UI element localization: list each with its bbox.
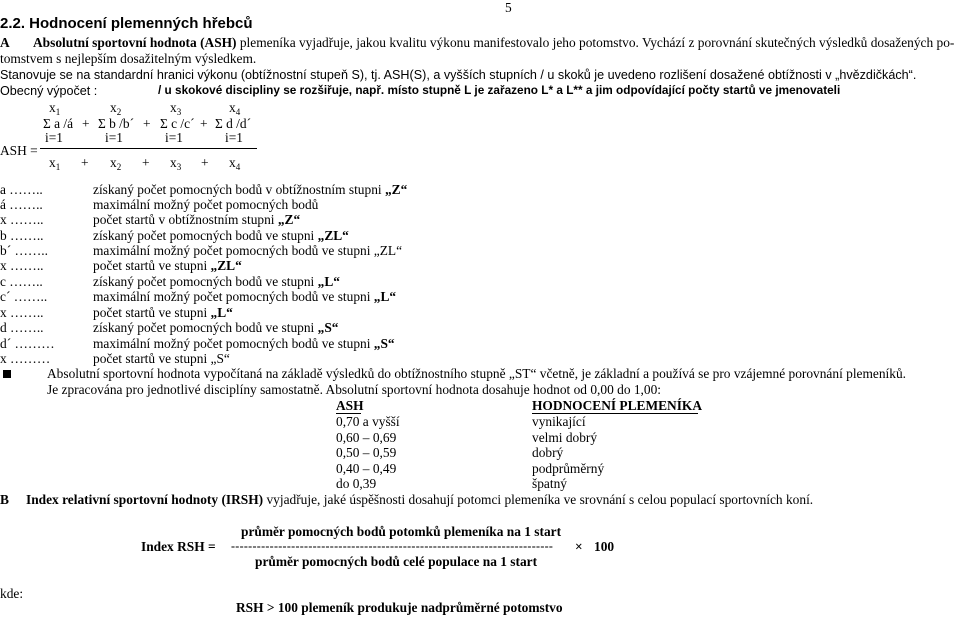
fraction-line bbox=[40, 148, 257, 149]
legend-item: x …….. počet startů ve stupni „ZL“ bbox=[0, 258, 242, 273]
calc-note: / u skokové discipliny se rozšiřuje, např. místo stupně L je zařazeno L* a L** a jim odpovídající počty startů ve jmenovateli bbox=[158, 83, 841, 97]
legend-item: b´ …….. maximální možný počet pomocných bodů ve stupni „ZL“ bbox=[0, 243, 403, 258]
x1-top: $x_1$ bbox=[49, 100, 61, 117]
plus-2: + bbox=[143, 116, 151, 131]
x1-bottom: $x_1$ bbox=[49, 155, 61, 172]
index-multiplier: 100 bbox=[594, 539, 615, 554]
table-cell: vynikající bbox=[532, 414, 586, 429]
sum-b: Σ b /b´ bbox=[98, 116, 135, 131]
section-heading: 2.2. Hodnocení plemenných hřebců bbox=[0, 15, 253, 32]
section-a-letter: A bbox=[0, 35, 10, 50]
note-line-2: Je zpracována pro jednotlivé disciplíny samostatně. Absolutní sportovní hodnota dosahuje hodnot od 0,00 do 1,00: bbox=[47, 382, 662, 397]
section-a-line1 bbox=[33, 36, 954, 49]
table-header-ash: ASH bbox=[336, 398, 364, 413]
table-cell: velmi dobrý bbox=[532, 430, 598, 445]
conclusion: RSH > 100 plemeník produkuje nadprůměrné potomstvo bbox=[236, 600, 563, 615]
sum-d: Σ d /d´ bbox=[215, 116, 252, 131]
table-cell: dobrý bbox=[532, 445, 564, 460]
section-b-line bbox=[26, 493, 813, 506]
times-sign: × bbox=[575, 539, 583, 554]
legend-item: a …….. získaný počet pomocných bodů v obtížnostním stupni „Z“ bbox=[0, 182, 408, 197]
sum-a: Σ a /á bbox=[43, 116, 74, 131]
section-a-line2: tomstvem s nejlepším dosažitelným výsledkem. bbox=[0, 51, 257, 66]
bullet-icon bbox=[3, 370, 11, 378]
x4-bottom: $x_4$ bbox=[229, 155, 241, 172]
x3-top: $x_3$ bbox=[170, 100, 182, 117]
x2-bottom: $x_2$ bbox=[110, 155, 122, 172]
table-cell: 0,50 – 0,59 bbox=[336, 445, 397, 460]
table-cell: 0,60 – 0,69 bbox=[336, 430, 397, 445]
section-b-rest: vyjadřuje, jaké úspěšnosti dosahují potomci plemeníka ve srovnání s celou populací sportovních koní. bbox=[263, 492, 814, 507]
section-b-title: Index relativní sportovní hodnoty (IRSH) bbox=[26, 492, 264, 507]
x2-top: $x_2$ bbox=[110, 100, 122, 117]
plus-b3: + bbox=[201, 155, 209, 170]
legend-item: d …….. získaný počet pomocných bodů ve stupni „S“ bbox=[0, 320, 339, 335]
section-a-line1-rest: plemeníka vyjadřuje, jakou kvalitu výkonu manifestovalo jeho potomstvo. Vychází z porovnání skutečných výsledků dosažených po- bbox=[236, 35, 955, 50]
index-numerator: průměr pomocných bodů potomků plemeníka na 1 start bbox=[241, 524, 562, 539]
index-denominator: průměr pomocných bodů celé populace na 1 start bbox=[255, 554, 538, 569]
table-cell: podprůměrný bbox=[532, 461, 605, 476]
plus-3: + bbox=[200, 116, 208, 131]
index-label: Index RSH = bbox=[141, 539, 216, 554]
legend-item: x …….. počet startů v obtížnostním stupni „Z“ bbox=[0, 212, 301, 227]
plus-b2: + bbox=[142, 155, 150, 170]
page-number: 5 bbox=[505, 0, 512, 15]
note-line-1: Absolutní sportovní hodnota vypočítaná na základě výsledků do obtížnostního stupně „ST“ včetně, je základní a používá se pro vzájemné porovnání plemeníků. bbox=[47, 366, 907, 381]
kde-label: kde: bbox=[0, 586, 24, 601]
table-cell: do 0,39 bbox=[336, 476, 377, 491]
legend-item: x ……… počet startů ve stupni „S“ bbox=[0, 351, 230, 366]
section-b-letter: B bbox=[0, 492, 9, 507]
x4-top: $x_4$ bbox=[229, 100, 241, 117]
table-cell: 0,70 a vyšší bbox=[336, 414, 400, 429]
legend-item: c …….. získaný počet pomocných bodů ve stupni „L“ bbox=[0, 274, 340, 289]
section-a-line3: Stanovuje se na standardní hranici výkonu (obtížnostní stupeň S), tj. ASH(S), a vyšších stupních / u skoků je uvedeno rozlišení dosažené obtížnosti v „hvězdičkách“. bbox=[0, 68, 917, 82]
legend-item: b …….. získaný počet pomocných bodů ve stupni „ZL“ bbox=[0, 228, 349, 243]
index-2: i=1 bbox=[105, 130, 123, 145]
calc-label: Obecný výpočet : bbox=[0, 84, 98, 98]
sum-c: Σ c /c´ bbox=[160, 116, 195, 131]
table-cell: špatný bbox=[532, 476, 567, 491]
index-1: i=1 bbox=[45, 130, 63, 145]
legend-item: á …….. maximální možný počet pomocných bodů bbox=[0, 197, 319, 212]
legend-item: c´ …….. maximální možný počet pomocných bodů ve stupni „L“ bbox=[0, 289, 397, 304]
table-header-rating: HODNOCENÍ PLEMENÍKA bbox=[532, 398, 702, 413]
table-cell: 0,40 – 0,49 bbox=[336, 461, 397, 476]
legend-item: d´ ……… maximální možný počet pomocných bodů ve stupni „S“ bbox=[0, 336, 395, 351]
index-4: i=1 bbox=[225, 130, 243, 145]
index-3: i=1 bbox=[165, 130, 183, 145]
legend-item: x …….. počet startů ve stupni „L“ bbox=[0, 305, 233, 320]
index-dashes: --------------------------------------------------------------------------- bbox=[231, 539, 554, 553]
plus-1: + bbox=[82, 116, 90, 131]
ash-lhs: ASH = bbox=[0, 143, 38, 158]
x3-bottom: $x_3$ bbox=[170, 155, 182, 172]
plus-b1: + bbox=[81, 155, 89, 170]
section-a-title: Absolutní sportovní hodnota (ASH) bbox=[33, 35, 237, 50]
